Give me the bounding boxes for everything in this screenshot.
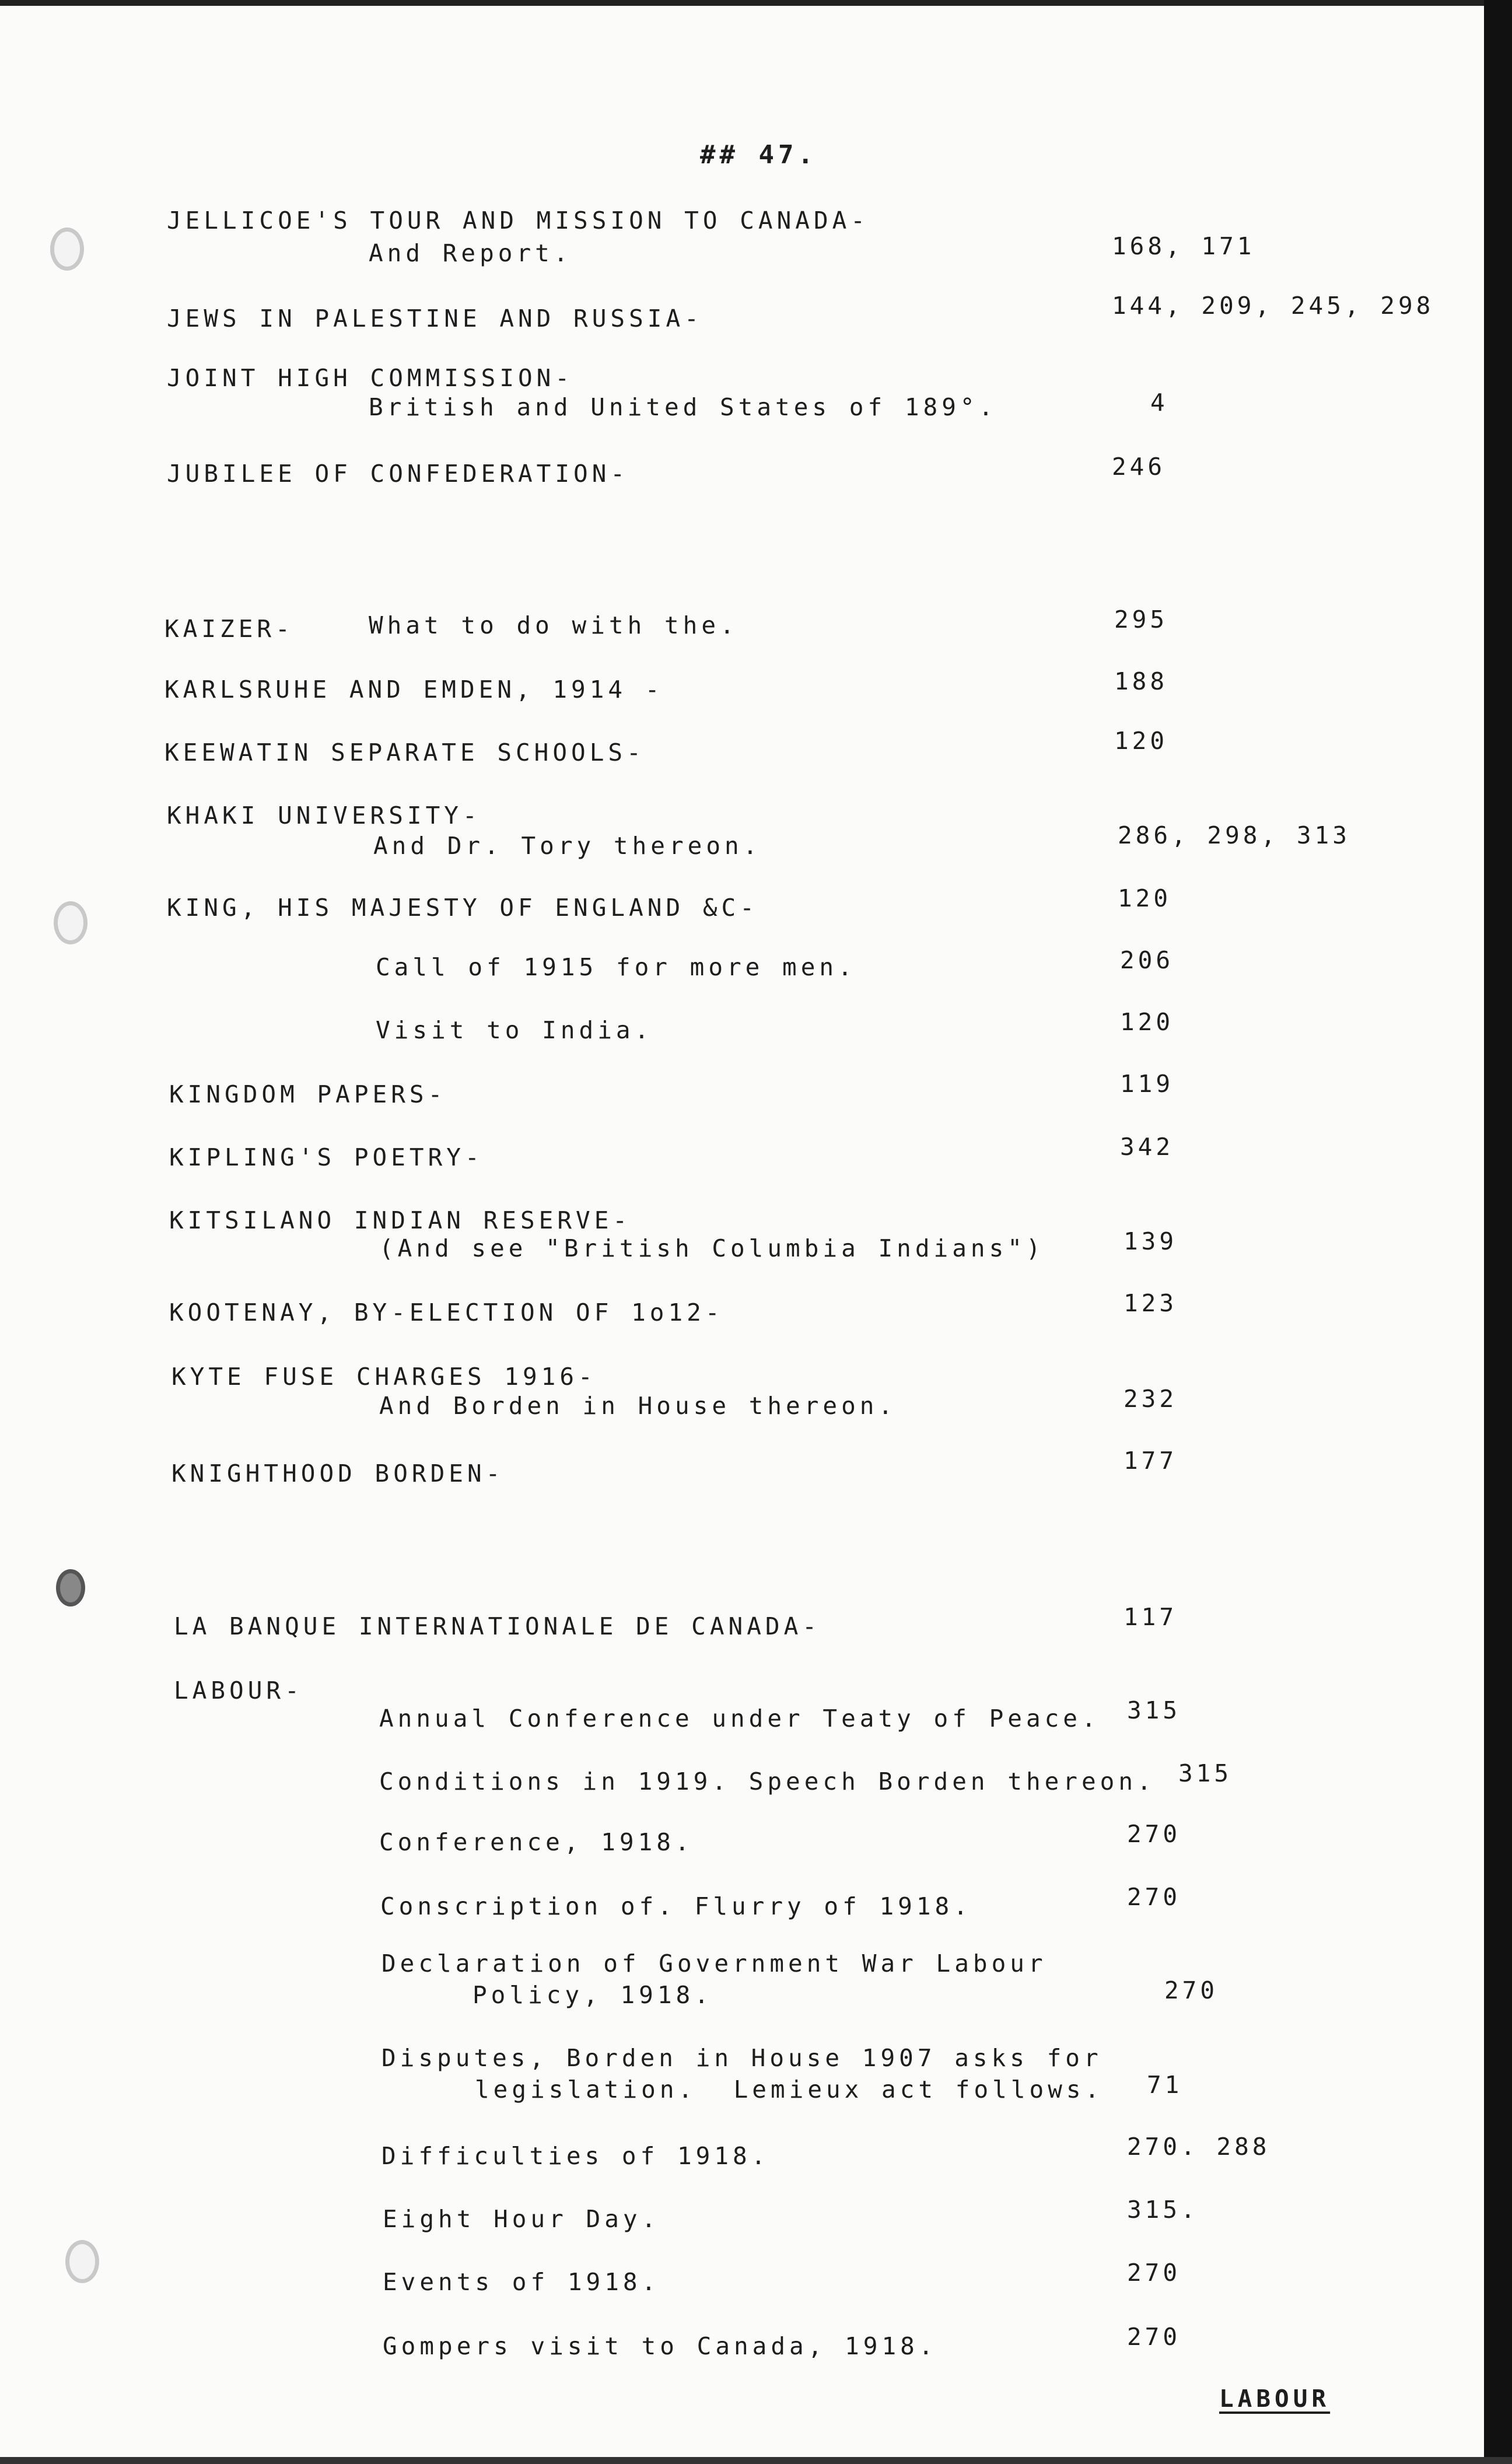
labour-subentry-pages: 270 bbox=[1127, 2259, 1181, 2287]
entry-kootenay-pages: 123 bbox=[1124, 1289, 1178, 1317]
entry-kaizer-subentry: What to do with the. bbox=[369, 611, 738, 639]
entry-banque-heading: LA BANQUE INTERNATIONALE DE CANADA- bbox=[174, 1612, 821, 1640]
entry-jews-pages: 144, 209, 245, 298 bbox=[1112, 292, 1434, 320]
entry-labour-heading: LABOUR- bbox=[174, 1676, 303, 1704]
entry-kipling-heading: KIPLING'S POETRY- bbox=[169, 1143, 484, 1171]
punch-hole-middle bbox=[54, 901, 88, 944]
labour-subentry-pages: 270 bbox=[1127, 1820, 1181, 1848]
labour-subentry: Conscription of. Flurry of 1918. bbox=[380, 1892, 972, 1920]
entry-king-subentry-india-pages: 120 bbox=[1120, 1008, 1174, 1036]
entry-kitsilano-pages: 139 bbox=[1124, 1227, 1178, 1255]
labour-subentry-pages: 270 bbox=[1164, 1976, 1219, 2004]
index-page bbox=[0, 6, 1484, 2457]
labour-subentry: Eight Hour Day. bbox=[383, 2205, 660, 2233]
entry-king-subentry-call-pages: 206 bbox=[1120, 946, 1174, 974]
entry-kipling-pages: 342 bbox=[1120, 1133, 1174, 1161]
labour-subentry-pages: 270. 288 bbox=[1127, 2133, 1270, 2161]
entry-jubilee-pages: 246 bbox=[1112, 453, 1166, 481]
scan-border-bottom bbox=[0, 2457, 1512, 2464]
entry-kaizer-pages: 295 bbox=[1114, 606, 1168, 634]
labour-subentry: Conference, 1918. bbox=[379, 1828, 694, 1856]
labour-subentry: Gompers visit to Canada, 1918. bbox=[383, 2332, 937, 2360]
entry-king-subentry-india: Visit to India. bbox=[376, 1016, 653, 1044]
entry-kingdom-heading: KINGDOM PAPERS- bbox=[169, 1080, 447, 1108]
entry-joint-commission-subentry: British and United States of 189°. bbox=[369, 393, 998, 421]
entry-khaki-pages: 286, 298, 313 bbox=[1118, 821, 1350, 849]
labour-subentry-pages: 270 bbox=[1127, 2323, 1181, 2351]
labour-subentry-pages: 315 bbox=[1178, 1759, 1233, 1787]
entry-karlsruhe-pages: 188 bbox=[1114, 667, 1168, 695]
punch-hole-bottom bbox=[65, 2240, 99, 2283]
page-number: ## 47. bbox=[700, 140, 817, 170]
entry-kyte-subentry: And Borden in House thereon. bbox=[379, 1392, 897, 1420]
entry-king-heading: KING, HIS MAJESTY OF ENGLAND &C- bbox=[167, 894, 758, 922]
entry-karlsruhe-heading: KARLSRUHE AND EMDEN, 1914 - bbox=[164, 676, 664, 704]
entry-jews-heading: JEWS IN PALESTINE AND RUSSIA- bbox=[167, 304, 703, 332]
labour-subentry: Difficulties of 1918. bbox=[382, 2142, 770, 2170]
labour-subentry: Declaration of Government War Labour bbox=[382, 1950, 1047, 1978]
entry-king-subentry-call: Call of 1915 for more men. bbox=[376, 953, 856, 981]
entry-jellicoe-pages: 168, 171 bbox=[1112, 232, 1255, 260]
entry-knighthood-heading: KNIGHTHOOD BORDEN- bbox=[172, 1460, 505, 1488]
entry-kootenay-heading: KOOTENAY, BY-ELECTION OF 1o12- bbox=[169, 1298, 724, 1326]
entry-kitsilano-heading: KITSILANO INDIAN RESERVE- bbox=[169, 1206, 632, 1234]
entry-joint-commission-pages: 4 bbox=[1150, 388, 1168, 416]
scan-border-top bbox=[0, 0, 1512, 6]
binding-mark bbox=[56, 1569, 85, 1606]
entry-kingdom-pages: 119 bbox=[1120, 1070, 1174, 1098]
entry-kitsilano-subentry: (And see "British Columbia Indians") bbox=[379, 1234, 1045, 1262]
entry-khaki-heading: KHAKI UNIVERSITY- bbox=[167, 802, 481, 830]
entry-keewatin-heading: KEEWATIN SEPARATE SCHOOLS- bbox=[164, 738, 645, 766]
entry-keewatin-pages: 120 bbox=[1114, 727, 1168, 755]
entry-kaizer-heading: KAIZER- bbox=[164, 615, 294, 643]
entry-khaki-subentry: And Dr. Tory thereon. bbox=[373, 832, 762, 860]
entry-banque-pages: 117 bbox=[1124, 1603, 1178, 1631]
footer-catchword: LABOUR bbox=[1219, 2385, 1331, 2413]
labour-subentry: Disputes, Borden in House 1907 asks for bbox=[382, 2044, 1102, 2072]
labour-subentry-continuation: Policy, 1918. bbox=[473, 1981, 713, 2009]
entry-king-pages: 120 bbox=[1118, 884, 1172, 912]
labour-subentry: Conditions in 1919. Speech Borden thereon. bbox=[379, 1768, 1156, 1796]
entry-knighthood-pages: 177 bbox=[1124, 1447, 1178, 1475]
labour-subentry-pages: 315. bbox=[1127, 2196, 1199, 2224]
entry-jubilee-heading: JUBILEE OF CONFEDERATION- bbox=[167, 460, 629, 488]
entry-joint-commission-heading: JOINT HIGH COMMISSION- bbox=[167, 364, 574, 392]
scan-border-right bbox=[1484, 0, 1512, 2464]
entry-kyte-pages: 232 bbox=[1124, 1385, 1178, 1413]
labour-subentry-pages: 71 bbox=[1147, 2071, 1183, 2099]
labour-subentry-pages: 315 bbox=[1127, 1696, 1181, 1724]
entry-kyte-heading: KYTE FUSE CHARGES 1916- bbox=[172, 1363, 597, 1391]
labour-subentry: Annual Conference under Teaty of Peace. bbox=[379, 1704, 1100, 1732]
entry-jellicoe-subentry: And Report. bbox=[369, 239, 572, 267]
entry-jellicoe-heading: JELLICOE'S TOUR AND MISSION TO CANADA- bbox=[167, 206, 869, 235]
punch-hole-top bbox=[50, 228, 84, 271]
labour-subentry-pages: 270 bbox=[1127, 1883, 1181, 1911]
labour-subentry: Events of 1918. bbox=[383, 2268, 660, 2296]
labour-subentry-continuation: legislation. Lemieux act follows. bbox=[475, 2076, 1104, 2104]
